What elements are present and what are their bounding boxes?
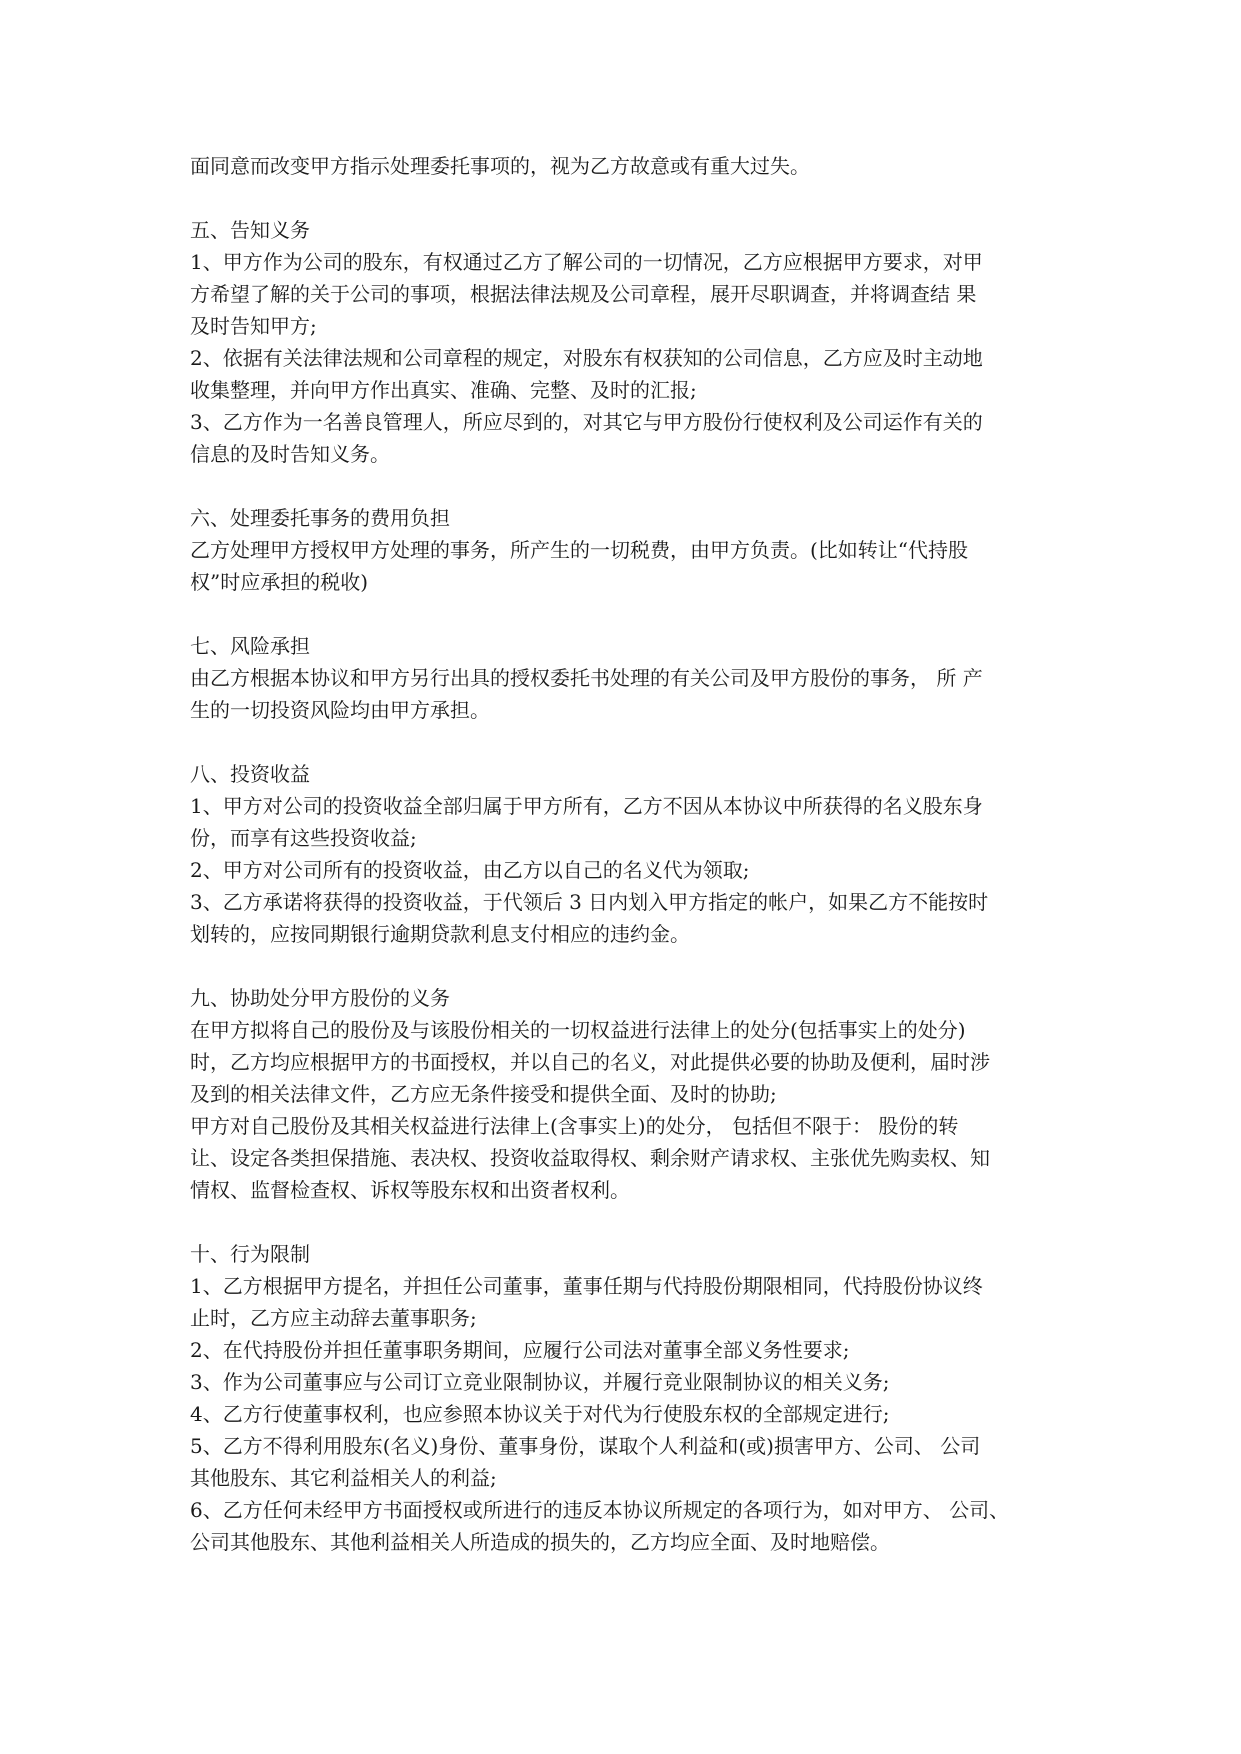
paragraph-line: 4、乙方行使董事权利，也应参照本协议关于对代为行使股东权的全部规定进行; <box>190 1402 890 1426</box>
section-heading: 十、行为限制 <box>190 1242 310 1266</box>
paragraph-line: 2、依据有关法律法规和公司章程的规定，对股东有权获知的公司信息，乙方应及时主动地 <box>190 346 983 370</box>
section-conduct-restrictions <box>190 1238 1060 1558</box>
paragraph-line: 收集整理，并向甲方作出真实、准确、完整、及时的汇报; <box>190 378 697 402</box>
paragraph-line: 3、作为公司董事应与公司订立竞业限制协议，并履行竞业限制协议的相关义务; <box>190 1370 890 1394</box>
section-notification-duty <box>190 214 1060 470</box>
paragraph-line: 由乙方根据本协议和甲方另行出具的授权委托书处理的有关公司及甲方股份的事务， 所 产 <box>190 666 983 690</box>
section-gap <box>190 726 1060 758</box>
paragraph-line: 2、在代持股份并担任董事职务期间，应履行公司法对董事全部义务性要求; <box>190 1338 850 1362</box>
paragraph-line: 1、甲方对公司的投资收益全部归属于甲方所有，乙方不因从本协议中所获得的名义股东身 <box>190 794 983 818</box>
section-continuation <box>190 150 1060 182</box>
section-gap <box>190 182 1060 214</box>
section-gap <box>190 470 1060 502</box>
paragraph-line: 甲方对自己股份及其相关权益进行法律上(含事实上)的处分， 包括但不限于： 股份的转 <box>190 1114 959 1138</box>
paragraph-line: 止时，乙方应主动辞去董事职务; <box>190 1306 477 1330</box>
section-share-disposal-assistance <box>190 982 1060 1206</box>
section-heading: 八、投资收益 <box>190 762 310 786</box>
paragraph-line: 权”时应承担的税收) <box>190 570 369 594</box>
section-risk-bearing <box>190 630 1060 726</box>
section-expense-burden <box>190 502 1060 598</box>
section-gap <box>190 950 1060 982</box>
paragraph-line: 生的一切投资风险均由甲方承担。 <box>190 698 490 722</box>
section-gap <box>190 1206 1060 1238</box>
section-heading: 九、协助处分甲方股份的义务 <box>190 986 450 1010</box>
paragraph-line: 份，而享有这些投资收益; <box>190 826 417 850</box>
section-heading: 五、告知义务 <box>190 218 310 242</box>
paragraph-line: 及时告知甲方; <box>190 314 317 338</box>
paragraph-line: 5、乙方不得利用股东(名义)身份、董事身份，谋取个人利益和(或)损害甲方、公司、 公司 <box>190 1434 981 1458</box>
section-heading: 六、处理委托事务的费用负担 <box>190 506 450 530</box>
paragraph-line: 2、甲方对公司所有的投资收益，由乙方以自己的名义代为领取; <box>190 858 750 882</box>
paragraph-line: 在甲方拟将自己的股份及与该股份相关的一切权益进行法律上的处分(包括事实上的处分) <box>190 1018 966 1042</box>
paragraph-line: 及到的相关法律文件，乙方应无条件接受和提供全面、及时的协助; <box>190 1082 777 1106</box>
paragraph-line: 让、设定各类担保措施、表决权、投资收益取得权、剩余财产请求权、主张优先购卖权、知 <box>190 1146 990 1170</box>
paragraph-line: 情权、监督检查权、诉权等股东权和出资者权利。 <box>190 1178 630 1202</box>
paragraph-line: 1、乙方根据甲方提名，并担任公司董事，董事任期与代持股份期限相同，代持股份协议终 <box>190 1274 983 1298</box>
paragraph-line: 6、乙方任何未经甲方书面授权或所进行的违反本协议所规定的各项行为，如对甲方、 公司、 <box>190 1498 1010 1522</box>
section-heading: 七、风险承担 <box>190 634 310 658</box>
paragraph-line: 乙方处理甲方授权甲方处理的事务，所产生的一切税费，由甲方负责。(比如转让“代持股 <box>190 538 969 562</box>
paragraph-line: 3、乙方作为一名善良管理人，所应尽到的，对其它与甲方股份行使权利及公司运作有关的 <box>190 410 983 434</box>
paragraph-line: 1、甲方作为公司的股东，有权通过乙方了解公司的一切情况，乙方应根据甲方要求，对甲 <box>190 250 983 274</box>
paragraph-line: 面同意而改变甲方指示处理委托事项的，视为乙方故意或有重大过失。 <box>190 154 810 178</box>
paragraph-line: 划转的，应按同期银行逾期贷款利息支付相应的违约金。 <box>190 922 690 946</box>
paragraph-line: 其他股东、其它利益相关人的利益; <box>190 1466 497 1490</box>
paragraph-line: 公司其他股东、其他利益相关人所造成的损失的，乙方均应全面、及时地赔偿。 <box>190 1530 890 1554</box>
paragraph-line: 信息的及时告知义务。 <box>190 442 390 466</box>
document-body <box>190 150 1060 1558</box>
section-investment-income <box>190 758 1060 950</box>
section-gap <box>190 598 1060 630</box>
paragraph-line: 3、乙方承诺将获得的投资收益，于代领后 3 日内划入甲方指定的帐户，如果乙方不能按时 <box>190 890 989 914</box>
paragraph-line: 时，乙方均应根据甲方的书面授权，并以自己的名义，对此提供必要的协助及便利，届时涉 <box>190 1050 990 1074</box>
paragraph-line: 方希望了解的关于公司的事项，根据法律法规及公司章程，展开尽职调查，并将调查结 果 <box>190 282 977 306</box>
